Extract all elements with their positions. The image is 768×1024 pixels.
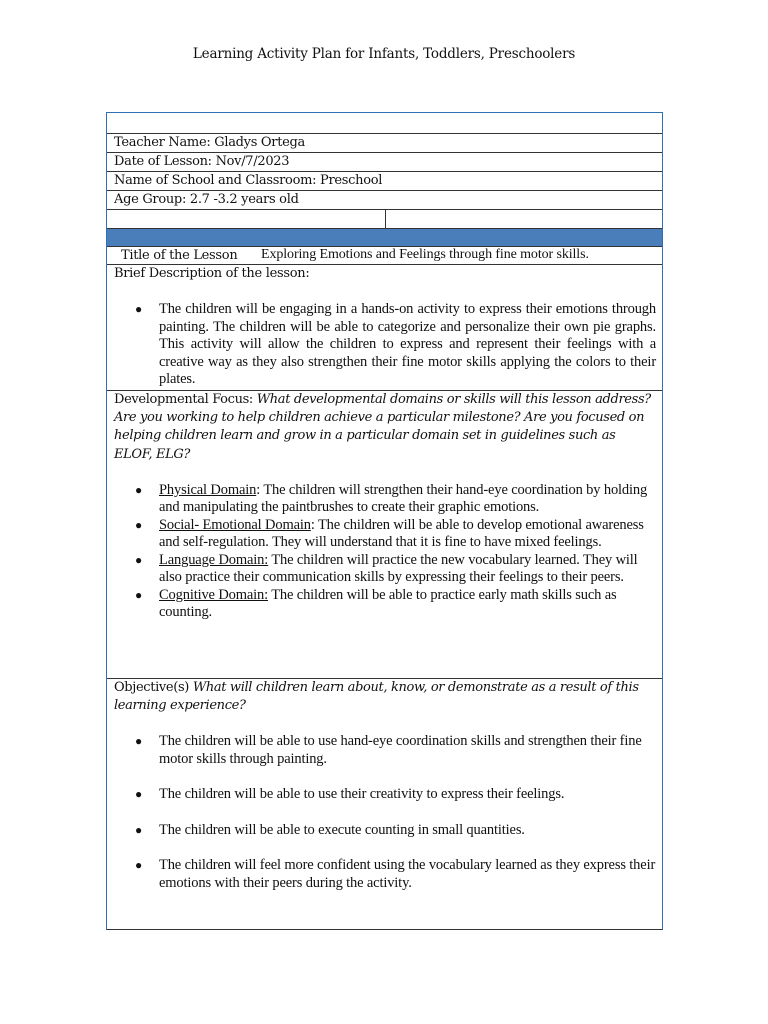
list-item (107, 786, 662, 804)
bullet-icon: ● (135, 517, 143, 532)
objectives-heading (107, 679, 662, 715)
domain-text: The children will practice the new vocabulary learned. They will also practice their communication skills by expressing their feelings to their peers. (159, 551, 638, 586)
bullet-icon: ● (135, 302, 143, 316)
list-item (107, 857, 662, 892)
age-group-row (107, 190, 662, 209)
objective-text: The children will be able to use their creativity to express their feelings. (159, 786, 565, 803)
objective-text: The children will be able to use hand-eye coordination skills and strengthen their fine motor skills through painting. (159, 733, 642, 767)
domain-separator: : (256, 481, 261, 498)
objectives-list (107, 733, 662, 892)
list-item (107, 822, 662, 840)
domain-text: The children will be able to practice early math skills such as counting. (159, 586, 617, 621)
bullet-icon: ● (135, 822, 143, 837)
teacher-name-text: Teacher Name: Gladys Ortega (114, 135, 305, 150)
developmental-focus-question: What developmental domains or skills will this lesson address? Are you working to help children achieve a particular milestone? Are you focused on helping children learn and grow in a particular domain set in guidelines such as ELOF, ELG? (114, 392, 651, 462)
lesson-date-text: Date of Lesson: Nov/7/2023 (114, 154, 290, 169)
bullet-icon: ● (135, 858, 143, 873)
school-classroom-row (107, 171, 662, 190)
objectives-question: What will children learn about, know, or demonstrate as a result of this learning experience? (114, 680, 639, 714)
developmental-focus-label: Developmental Focus: (114, 392, 253, 407)
objective-text: The children will feel more confident using the vocabulary learned as they express their emotions with their peers during the activity. (159, 857, 656, 891)
brief-description-text: The children will be engaging in a hands-on activity to express their emotions through painting. The children will be able to categorize and personalize their own pie graphs. This activity will allow the children to express and represent their feelings with a creative way as they also strengthen their fine motor skills applying the colors to their plates. (159, 301, 656, 387)
age-group-text: Age Group: 2.7 -3.2 years old (114, 192, 299, 207)
bullet-icon: ● (135, 552, 143, 567)
school-classroom-text: Name of School and Classroom: Preschool (114, 173, 383, 188)
bullet-icon: ● (135, 587, 143, 602)
lesson-plan-table (106, 112, 663, 930)
lesson-title-value: Exploring Emotions and Feelings through fine motor skills. (261, 247, 589, 262)
lesson-title-label: Title of the Lesson (121, 248, 238, 263)
developmental-domains-list (107, 482, 662, 622)
brief-description-heading: Brief Description of the lesson: (114, 266, 310, 281)
empty-header-row (107, 113, 662, 133)
lesson-title-row (107, 246, 662, 264)
bullet-icon: ● (135, 787, 143, 802)
objectives-section (107, 678, 662, 930)
domain-name: Cognitive Domain: (159, 586, 269, 603)
lesson-date-row (107, 152, 662, 171)
brief-description-list (107, 301, 662, 389)
list-item (107, 733, 662, 768)
brief-description-section (107, 264, 662, 390)
list-item (107, 552, 662, 587)
domain-name: Social- Emotional Domain (159, 516, 311, 533)
teacher-name-row (107, 133, 662, 152)
developmental-focus-heading (107, 391, 662, 464)
bullet-icon: ● (135, 482, 143, 497)
objectives-label: Objective(s) (114, 680, 190, 695)
domain-name: Language Domain: (159, 551, 269, 568)
bullet-icon: ● (135, 734, 143, 749)
list-item (107, 517, 662, 552)
section-band (107, 228, 662, 246)
objective-text: The children will be able to execute counting in small quantities. (159, 821, 525, 838)
list-item (107, 482, 662, 517)
column-divider (385, 210, 386, 229)
domain-name: Physical Domain (159, 481, 257, 498)
list-item (107, 301, 662, 389)
document-title: Learning Activity Plan for Infants, Toddlers, Preschoolers (192, 46, 576, 62)
empty-split-row (107, 209, 662, 228)
domain-text: The children will be able to develop emotional awareness and self-regulation. They will understand that it is fine to have mixed feelings. (159, 516, 644, 551)
domain-separator: : (310, 516, 315, 533)
developmental-focus-section (107, 390, 662, 678)
domain-text: The children will strengthen their hand-eye coordination by holding and manipulating the paintbrushes to create their graphic emotions. (159, 481, 648, 516)
list-item (107, 587, 662, 622)
